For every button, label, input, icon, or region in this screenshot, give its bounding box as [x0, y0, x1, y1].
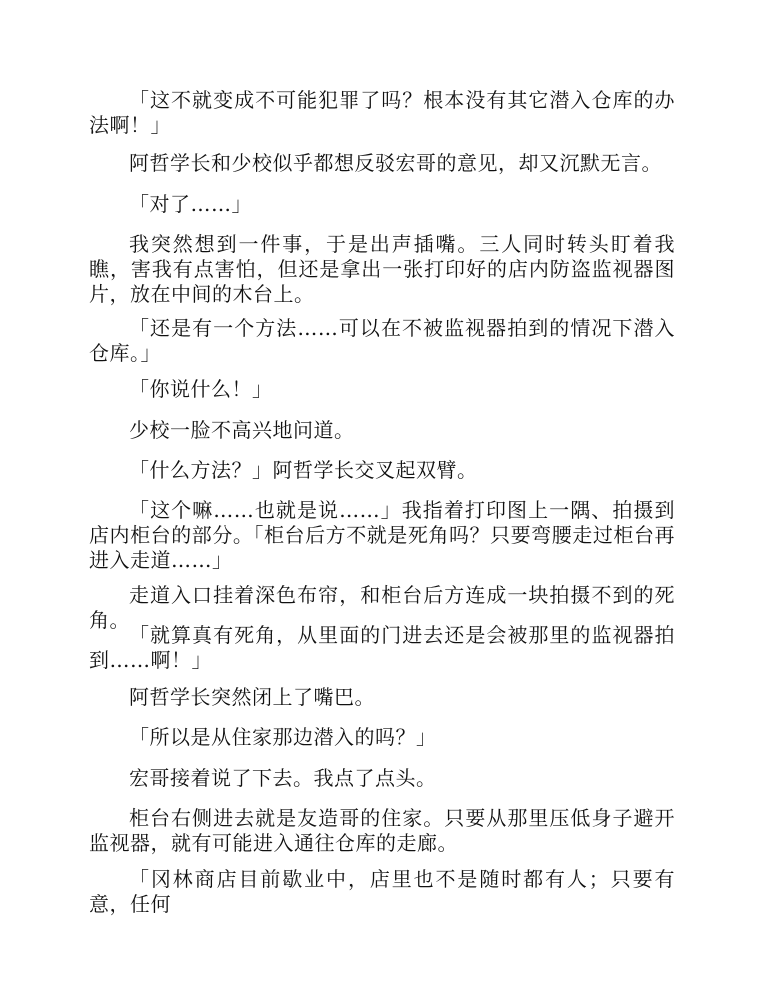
paragraph: 「所以是从住家那边潜入的吗？」 — [129, 725, 437, 749]
paragraph: 少校一脸不高兴地问道。 — [129, 418, 355, 442]
paragraph: 阿哲学长和少校似乎都想反驳宏哥的意见，却又沉默无言。 — [129, 151, 662, 175]
paragraph: 「还是有一个方法……可以在不被监视器拍到的情况下潜入仓库。」 — [89, 316, 675, 365]
novel-page — [89, 0, 675, 990]
paragraph: 「你说什么！」 — [129, 377, 273, 401]
paragraph: 阿哲学长突然闭上了嘴巴。 — [129, 685, 375, 709]
paragraph: 「冈林商店目前歇业中，店里也不是随时都有人；只要有意，任何 — [89, 867, 675, 916]
paragraph: 宏哥接着说了下去。我点了点头。 — [129, 766, 437, 790]
paragraph: 走道入口挂着深色布帘，和柜台后方连成一块拍摄不到的死角。 — [89, 583, 675, 632]
paragraph: 「什么方法？」阿哲学长交叉起双臂。 — [129, 458, 478, 482]
paragraph: 「这不就变成不可能犯罪了吗？根本没有其它潜入仓库的办法啊！」 — [89, 88, 675, 137]
paragraph: 我突然想到一件事，于是出声插嘴。三人同时转头盯着我瞧，害我有点害怕，但还是拿出一张打印好的店内防盗监视器图片，放在中间的木台上。 — [89, 232, 675, 306]
paragraph: 「这个嘛……也就是说……」我指着打印图上一隅、拍摄到店内柜台的部分。「柜台后方不就是死角吗？只要弯腰走过柜台再进入走道……」 — [89, 498, 675, 572]
paragraph: 柜台右侧进去就是友造哥的住家。只要从那里压低身子避开监视器，就有可能进入通往仓库的走廊。 — [89, 806, 675, 855]
paragraph: 「就算真有死角，从里面的门进去还是会被那里的监视器拍到……啊！」 — [89, 623, 675, 672]
paragraph: 「对了……」 — [129, 192, 252, 216]
